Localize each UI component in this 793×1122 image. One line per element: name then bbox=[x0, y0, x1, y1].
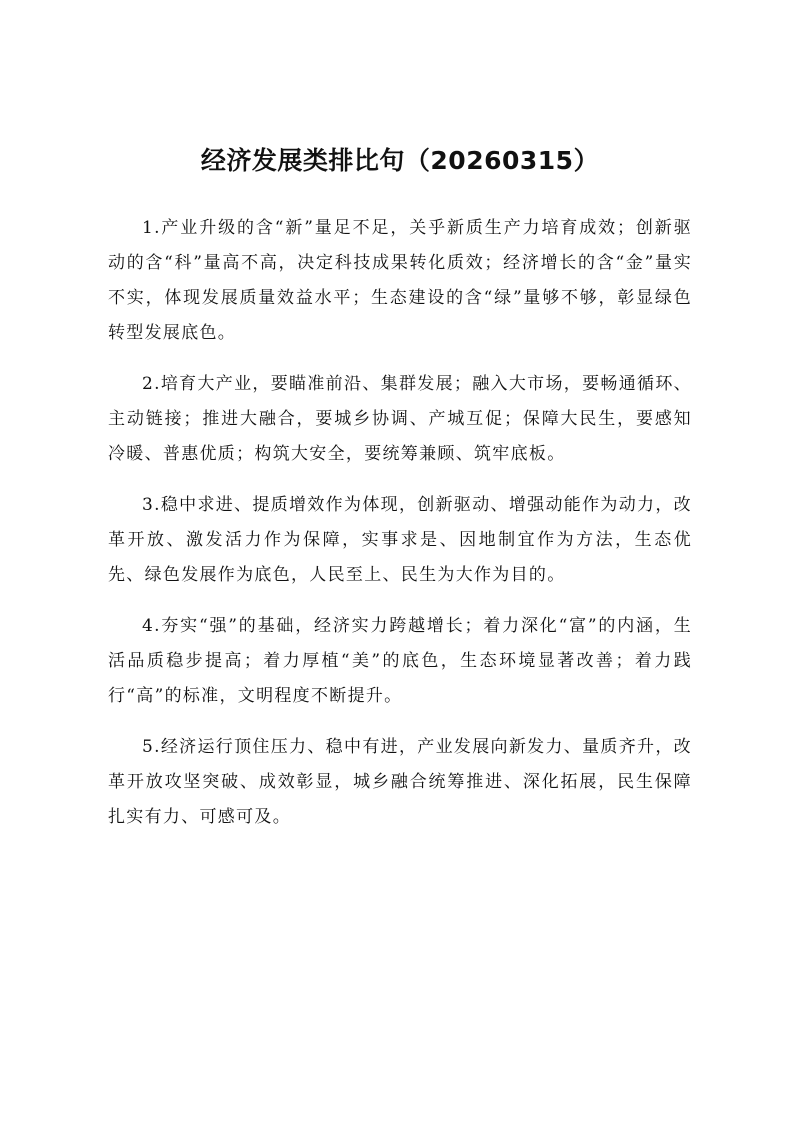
document-title: 经济发展类排比句（20260315） bbox=[200, 146, 600, 175]
paragraph-3: 3.稳中求进、提质增效作为体现，创新驱动、增强动能作为动力，改革开放、激发活力作为保障，实事求是、因地制宜作为方法，生态优先、绿色发展作为底色，人民至上、民生为大作为目的。 bbox=[108, 495, 692, 585]
document-body bbox=[108, 211, 692, 835]
paragraph-1: 1.产业升级的含“新”量足不足，关乎新质生产力培育成效；创新驱动的含“科”量高不高，决定科技成果转化质效；经济增长的含“金”量实不实，体现发展质量效益水平；生态建设的含“绿”量够不够，彰显绿色转型发展底色。 bbox=[108, 218, 692, 343]
paragraph-4: 4.夯实“强”的基础，经济实力跨越增长；着力深化“富”的内涵，生活品质稳步提高；着力厚植“美”的底色，生态环境显著改善；着力践行“高”的标准，文明程度不断提升。 bbox=[108, 616, 692, 706]
paragraph-2: 2.培育大产业，要瞄准前沿、集群发展；融入大市场，要畅通循环、主动链接；推进大融合，要城乡协调、产城互促；保障大民生，要感知冷暖、普惠优质；构筑大安全，要统筹兼顾、筑牢底板。 bbox=[108, 374, 692, 464]
paragraph-5: 5.经济运行顶住压力、稳中有进，产业发展向新发力、量质齐升，改革开放攻坚突破、成效彰显，城乡融合统筹推进、深化拓展，民生保障扎实有力、可感可及。 bbox=[108, 737, 692, 827]
